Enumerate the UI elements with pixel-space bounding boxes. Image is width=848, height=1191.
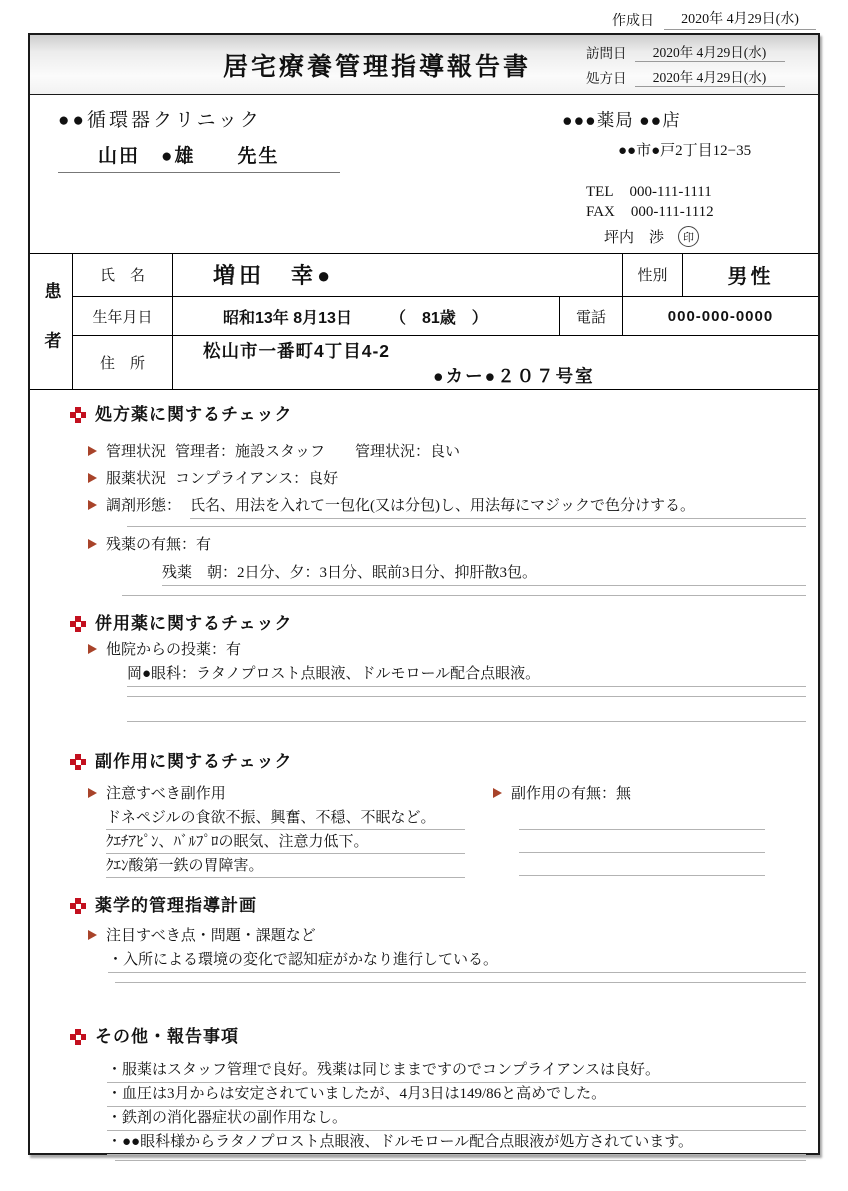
title-bar bbox=[30, 35, 818, 95]
section-heading bbox=[70, 894, 806, 918]
watch-side-effects-column bbox=[70, 782, 465, 878]
page-title: 居宅療養管理指導報告書 bbox=[222, 53, 531, 81]
side-effect-line: ｸｴﾝ酸第一鉄の胃障害。 bbox=[106, 855, 465, 878]
visit-date-row bbox=[586, 42, 808, 62]
section-heading bbox=[70, 403, 806, 427]
fax-value: 000-111-1112 bbox=[630, 204, 714, 220]
address-label: 住 所 bbox=[73, 336, 173, 389]
patient-name: 増田 幸● bbox=[213, 263, 335, 289]
pharmacist-name: 坪内 渉 bbox=[604, 230, 665, 246]
fax-label: FAX bbox=[586, 204, 615, 220]
visit-date-label: 訪問日 bbox=[586, 46, 627, 61]
patient-rows bbox=[73, 254, 818, 389]
red-cross-icon bbox=[70, 754, 86, 770]
blank-underline bbox=[519, 854, 765, 876]
side-effect-line: ｸｴﾁｱﾋﾟﾝ、ﾊﾞﾙﾌﾟﾛの眠気、注意力低下。 bbox=[106, 831, 465, 854]
compliance-label: 服薬状況 bbox=[106, 471, 167, 487]
dispensing-text: 氏名、用法を入れて一包化(又は分包)し、用法毎にマジックで色分けする。 bbox=[190, 494, 806, 519]
watch-label: 注意すべき副作用 bbox=[106, 786, 226, 802]
patient-name-row bbox=[73, 254, 818, 296]
other-hospital-label: 他院からの投薬：有 bbox=[106, 642, 242, 658]
created-date-row bbox=[0, 0, 848, 30]
pharmacist-row bbox=[604, 226, 818, 247]
compliance-item bbox=[70, 467, 806, 491]
section-heading bbox=[70, 612, 806, 636]
visit-date-value: 2020年 4月29日(水) bbox=[635, 44, 785, 62]
other-note-line: ・鉄剤の消化器症状の副作用なし。 bbox=[107, 1107, 806, 1131]
section-concomitant-check bbox=[70, 612, 806, 722]
clinic-name: ●●循環器クリニック bbox=[58, 110, 262, 131]
blank-underline bbox=[519, 831, 765, 853]
tel-row bbox=[586, 184, 818, 201]
leftover-detail-line: 残薬 朝：2日分、夕：3日分、眠前3日分、抑肝散3包。 bbox=[162, 561, 806, 586]
patient-group-label: 患者 bbox=[30, 254, 73, 389]
doctor-block bbox=[30, 95, 340, 253]
other-note-line: ・●●眼科様からラタノプロスト点眼液、ドルモロール配合点眼液が処方されています。 bbox=[107, 1131, 806, 1155]
circled-seal-icon: 印 bbox=[678, 226, 699, 247]
pharmacy-address: ●●市●戸2丁目12−35 bbox=[618, 143, 752, 159]
title-dates bbox=[586, 35, 818, 94]
patient-birth bbox=[173, 297, 559, 336]
red-cross-icon bbox=[70, 616, 86, 632]
blank-underline bbox=[127, 519, 806, 527]
parties-block bbox=[30, 95, 818, 253]
prescription-date-value: 2020年 4月29日(水) bbox=[635, 69, 785, 87]
name-label: 氏 名 bbox=[73, 254, 173, 296]
tel-value: 000-111-1111 bbox=[629, 184, 712, 200]
triangle-right-icon bbox=[88, 930, 97, 940]
patient-table bbox=[30, 253, 818, 390]
compliance-text: コンプライアンス：良好 bbox=[175, 471, 339, 487]
section-title: 併用薬に関するチェック bbox=[95, 614, 293, 633]
fax-row bbox=[586, 204, 818, 221]
leftover-item bbox=[70, 533, 806, 557]
other-hospital-item bbox=[70, 638, 806, 662]
other-note-line: ・血圧は3月からは安定されていましたが、4月3日は149/86と高めでした。 bbox=[107, 1083, 806, 1107]
section-title: 薬学的管理指導計画 bbox=[95, 896, 257, 915]
address-line1: 松山市一番町4丁目4-2 bbox=[203, 340, 391, 361]
triangle-right-icon bbox=[88, 473, 97, 483]
patient-address-row bbox=[73, 335, 818, 389]
management-text: 管理者：施設スタッフ 管理状況：良い bbox=[175, 444, 461, 460]
patient-birth-row bbox=[73, 296, 818, 336]
side-effects-columns bbox=[70, 782, 806, 878]
prescription-date-label: 処方日 bbox=[586, 71, 627, 86]
created-date-value: 2020年 4月29日(水) bbox=[664, 10, 816, 30]
section-heading bbox=[70, 1025, 806, 1049]
gender-label: 性別 bbox=[622, 254, 682, 296]
section-management-plan bbox=[70, 894, 806, 983]
pharmacy-block bbox=[562, 95, 818, 253]
blank-underline bbox=[127, 687, 806, 697]
red-cross-icon bbox=[70, 1029, 86, 1045]
birth-date: 昭和13年 8月13日 bbox=[223, 309, 352, 327]
side-effect-presence-item bbox=[493, 782, 806, 806]
other-note-line: ・服薬はスタッフ管理で良好。残薬は同じままですのでコンプライアンスは良好。 bbox=[107, 1059, 806, 1083]
section-heading bbox=[70, 750, 806, 774]
focus-points-item bbox=[70, 924, 806, 948]
phone-label: 電話 bbox=[559, 297, 622, 336]
created-date-label: 作成日 bbox=[612, 14, 654, 29]
triangle-right-icon bbox=[88, 500, 97, 510]
management-status-item bbox=[70, 440, 806, 464]
management-label: 管理状況 bbox=[106, 444, 167, 460]
doctor-name: 山田 ●雄 先生 bbox=[58, 141, 340, 173]
report-sections bbox=[30, 403, 818, 1161]
section-other-notes bbox=[70, 1025, 806, 1161]
dispensing-item bbox=[70, 494, 806, 519]
section-side-effects-check bbox=[70, 750, 806, 878]
triangle-right-icon bbox=[88, 644, 97, 654]
triangle-right-icon bbox=[88, 446, 97, 456]
section-title: 処方薬に関するチェック bbox=[95, 405, 293, 424]
pharmacy-name: ●●●薬局 ●●店 bbox=[562, 110, 681, 130]
blank-underline bbox=[115, 973, 806, 983]
blank-underline bbox=[115, 1155, 806, 1161]
patient-address bbox=[173, 336, 818, 389]
red-cross-icon bbox=[70, 407, 86, 423]
triangle-right-icon bbox=[88, 539, 97, 549]
blank-underline bbox=[519, 807, 765, 830]
tel-label: TEL bbox=[586, 184, 614, 200]
pharmacy-contacts bbox=[586, 184, 818, 221]
concomitant-detail-line: 岡●眼科：ラタノプロスト点眼液、ドルモロール配合点眼液。 bbox=[127, 662, 806, 687]
dispensing-label: 調剤形態： bbox=[106, 498, 182, 514]
side-effect-presence-column bbox=[465, 782, 806, 878]
side-effect-line: ドネペジルの食欲不振、興奮、不穏、不眠など。 bbox=[106, 807, 465, 830]
section-title: その他・報告事項 bbox=[95, 1027, 239, 1046]
prescription-date-row bbox=[586, 67, 808, 87]
section-prescription-check bbox=[70, 403, 806, 596]
patient-phone: 000-000-0000 bbox=[622, 297, 818, 336]
birth-label: 生年月日 bbox=[73, 297, 173, 336]
blank-underline bbox=[127, 697, 806, 722]
triangle-right-icon bbox=[493, 788, 502, 798]
leftover-label: 残薬の有無：有 bbox=[106, 537, 212, 553]
triangle-right-icon bbox=[88, 788, 97, 798]
focus-label: 注目すべき点・問題・課題など bbox=[106, 928, 316, 944]
watch-side-effects-item bbox=[88, 782, 465, 806]
patient-gender: 男性 bbox=[682, 254, 818, 296]
plan-detail-line: ・入所による環境の変化で認知症がかなり進行している。 bbox=[108, 948, 806, 973]
report-sheet bbox=[28, 33, 820, 1155]
section-title: 副作用に関するチェック bbox=[95, 752, 293, 771]
presence-label: 副作用の有無：無 bbox=[511, 786, 632, 802]
address-line2: ●カー●２０７号室 bbox=[433, 365, 595, 386]
red-cross-icon bbox=[70, 898, 86, 914]
blank-underline bbox=[122, 586, 806, 596]
patient-age: （ 81歳 ） bbox=[389, 309, 488, 327]
